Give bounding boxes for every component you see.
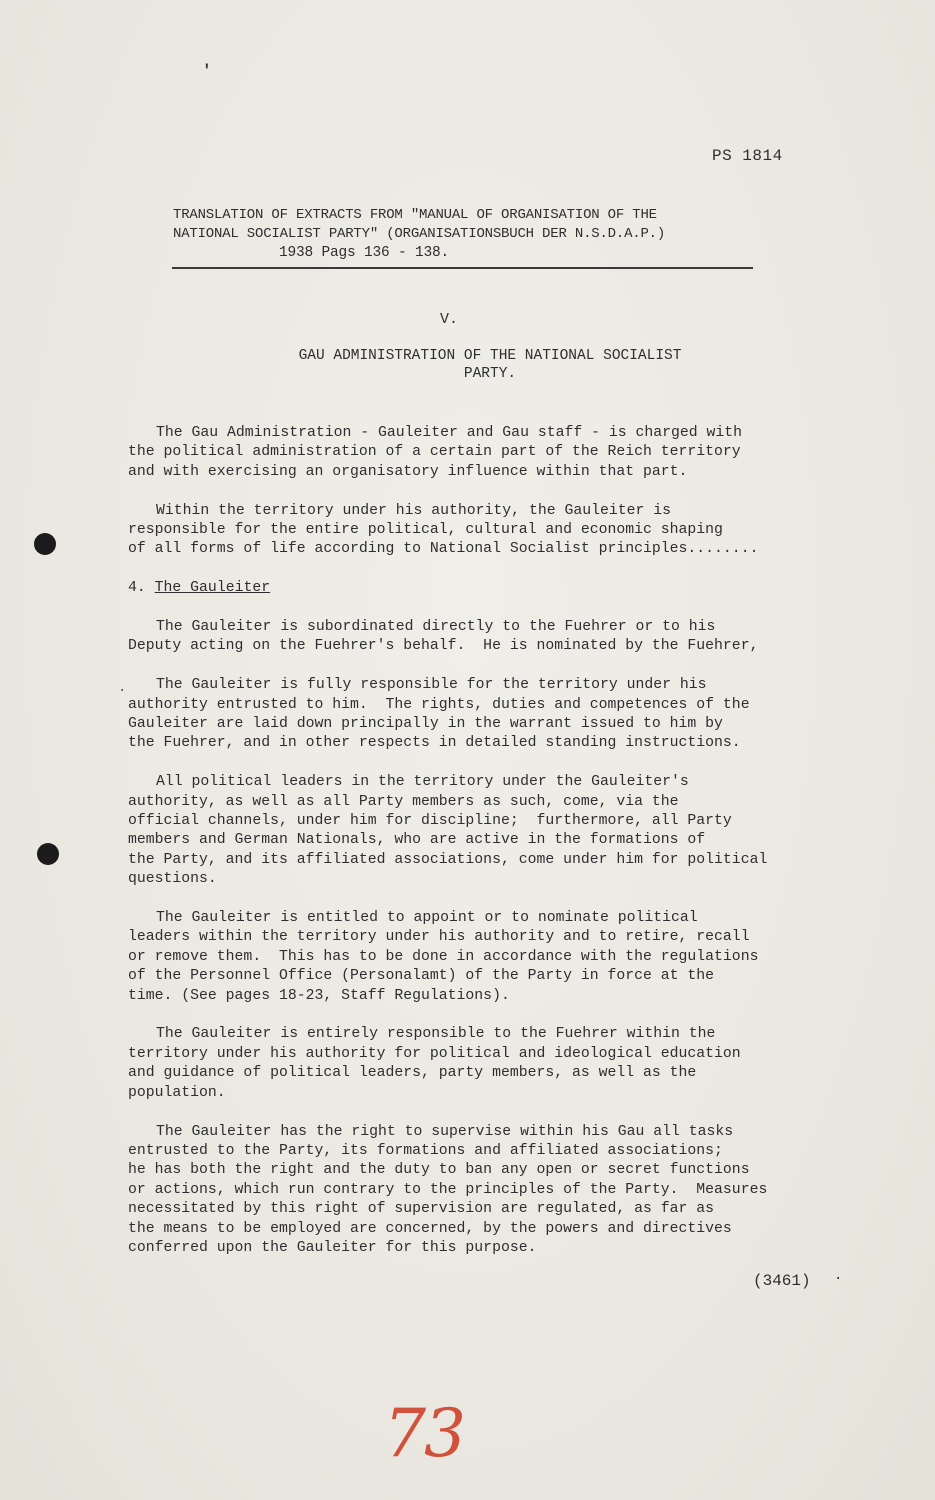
punch-hole-upper — [34, 533, 56, 555]
section-title-line-2: PARTY. — [463, 366, 517, 382]
title-line-1: TRANSLATION OF EXTRACTS FROM "MANUAL OF ORGANISATION OF THE — [173, 207, 657, 223]
footer-dot: · — [834, 1271, 843, 1287]
stray-mark: . — [118, 680, 127, 696]
title-underline-rule — [172, 267, 753, 269]
title-line-2: NATIONAL SOCIALIST PARTY" (ORGANISATIONSBUCH DER N.S.D.A.P.) — [173, 226, 666, 242]
punch-hole-lower — [37, 843, 59, 865]
section-title — [270, 347, 710, 383]
document-title — [173, 206, 753, 263]
paragraph-gauleiter-2: The Gauleiter is fully responsible for the territory under his authority entrusted to him. The rights, duties and competences of the Gauleiter are laid down principally in the warrant issued to him by the Fuehrer, and in other respects in detailed standing instructions. — [128, 677, 750, 752]
paragraph-gauleiter-3: All political leaders in the territory under the Gauleiter's authority, as well as all Party members as such, come, via the official channels, under him for discipline; furthermore, all Party members and German Nationals, who are active in the formations of the Party, and its affiliated associations, come under him for political questions. — [128, 774, 768, 888]
subsection-heading — [128, 579, 828, 598]
title-line-3: 1938 Pags 136 - 138. — [279, 245, 450, 261]
paragraph-gauleiter-1: The Gauleiter is subordinated directly to the Fuehrer or to his Deputy acting on the Fuehrer's behalf. He is nominated by the Fuehrer, — [128, 619, 759, 655]
paragraph-gauleiter-5: The Gauleiter is entirely responsible to the Fuehrer within the territory under his authority for political and ideological education and guidance of political leaders, party members, as well as the population. — [128, 1026, 741, 1101]
paragraph-intro-1: The Gau Administration - Gauleiter and Gau staff - is charged with the political administration of a certain part of the Reich territory and with exercising an organisatory influence within that part. — [128, 425, 743, 480]
section-title-line-1: GAU ADMINISTRATION OF THE NATIONAL SOCIALIST — [298, 348, 682, 364]
heading-text: The Gauleiter — [154, 580, 271, 597]
footer-document-number: (3461) — [753, 1272, 811, 1290]
ps-reference-number: PS 1814 — [712, 147, 783, 165]
section-number: V. — [440, 311, 459, 328]
paragraph-intro-2: Within the territory under his authority, the Gauleiter is responsible for the entire political, cultural and economic shaping of all forms of life according to National Socialist principles........ — [128, 502, 759, 558]
handwritten-page-number: 73 — [384, 1395, 464, 1472]
paragraph-gauleiter-4: The Gauleiter is entitled to appoint or to nominate political leaders within the territory under his authority and to retire, recall or remove them. This has to be done in accordance with the regulations of the Personnel Office (Personalamt) of the Party in force at the time. (See pages 18-23, Staff Regulations). — [128, 910, 759, 1004]
document-body — [128, 424, 828, 1278]
paragraph-gauleiter-6: The Gauleiter has the right to supervise within his Gau all tasks entrusted to the Party, its formations and affiliated associations; he has both the right and the duty to ban any open or secret functions or actions, which run contrary to the principles of the Party. Measures necessitated by this right of supervision are regulated, as far as the means to be employed are concerned, by the powers and directives conferred upon the Gauleiter for this purpose. — [128, 1123, 768, 1256]
tick-mark: ʹ — [202, 62, 212, 80]
heading-number: 4. — [128, 580, 146, 597]
